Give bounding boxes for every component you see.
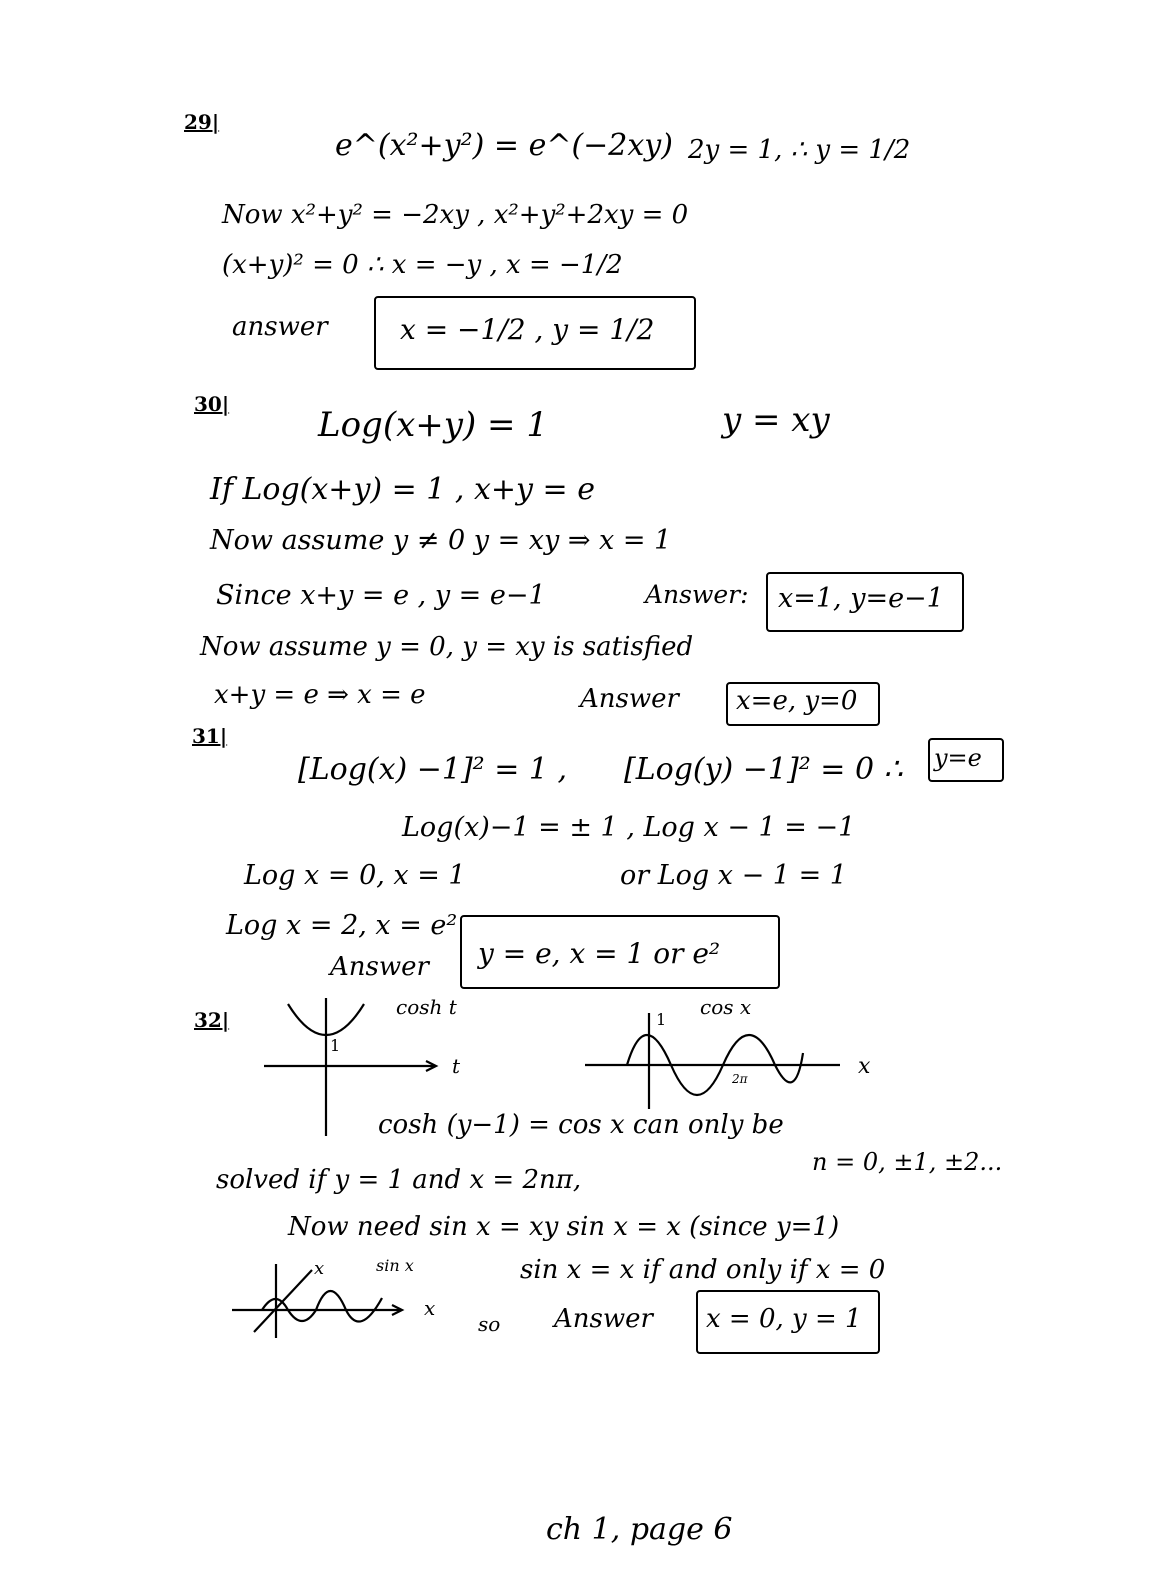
sin-graph-axis-label: x xyxy=(424,1296,436,1320)
p32-line-4: sin x = x if and only if x = 0 xyxy=(520,1255,886,1285)
p29-line-2: Now x²+y² = −2xy , x²+y²+2xy = 0 xyxy=(222,200,689,230)
problem-number-30: 30| xyxy=(194,392,230,416)
p30-equation: Log(x+y) = 1 xyxy=(318,405,548,445)
p30-line-3: Now assume y ≠ 0 y = xy ⇒ x = 1 xyxy=(210,525,672,556)
sin-curve xyxy=(262,1291,382,1322)
cos-graph xyxy=(585,1005,855,1115)
sin-graph-x-label: x xyxy=(314,1258,325,1279)
sin-graph-sin-label: sin x xyxy=(376,1256,414,1275)
p31-answer: y = e, x = 1 or e² xyxy=(478,937,721,970)
cos-graph-axis-label: x xyxy=(858,1054,871,1079)
p31-equation-b: [Log(y) −1]² = 0 ∴ xyxy=(624,752,903,787)
line-y-equals-x xyxy=(254,1270,312,1332)
p29-answer: x = −1/2 , y = 1/2 xyxy=(400,313,655,346)
p32-answer-label: Answer xyxy=(554,1304,653,1334)
p31-line-4: Log x = 2, x = e² xyxy=(226,910,458,941)
cos-graph-tick: 2π xyxy=(732,1072,748,1086)
page-footer: ch 1, page 6 xyxy=(546,1512,733,1547)
p30-line-6: x+y = e ⇒ x = e xyxy=(214,680,426,710)
p30-answer-1: x=1, y=e−1 xyxy=(778,583,944,614)
p31-answer-label: Answer xyxy=(330,952,429,982)
p32-line-3: Now need sin x = xy sin x = x (since y=1) xyxy=(288,1212,840,1242)
p32-line-1: cosh (y−1) = cos x can only be xyxy=(378,1110,784,1140)
cos-graph-one: 1 xyxy=(656,1010,667,1029)
problem-number-32: 32| xyxy=(194,1008,230,1032)
p29-line-3: (x+y)² = 0 ∴ x = −y , x = −1/2 xyxy=(222,250,623,280)
problem-number-31: 31| xyxy=(192,724,228,748)
p30-answer-label-1: Answer: xyxy=(645,580,749,609)
p31-line-3: Log x = 0, x = 1 xyxy=(244,860,466,891)
p31-line-3b: or Log x − 1 = 1 xyxy=(620,860,847,891)
p32-answer: x = 0, y = 1 xyxy=(706,1304,862,1334)
cosh-graph-label: cosh t xyxy=(396,995,457,1019)
p31-line-2: Log(x)−1 = ± 1 , Log x − 1 = −1 xyxy=(402,812,856,843)
p30-equation-b: y = xy xyxy=(722,400,830,440)
p30-answer-2: x=e, y=0 xyxy=(736,686,858,716)
cosh-graph-axis-label: t xyxy=(452,1054,461,1078)
p30-answer-label-2: Answer xyxy=(580,684,679,714)
p31-answer-y: y=e xyxy=(934,744,982,772)
p31-equation: [Log(x) −1]² = 1 , xyxy=(298,752,568,787)
p32-so: so xyxy=(478,1312,501,1336)
problem-number-29: 29| xyxy=(184,110,220,134)
p29-answer-label: answer xyxy=(232,312,328,342)
p32-line-2b: n = 0, ±1, ±2... xyxy=(812,1148,1003,1176)
cos-graph-label: cos x xyxy=(700,995,752,1019)
p29-equation-b: 2y = 1, ∴ y = 1/2 xyxy=(688,135,911,165)
p30-line-4: Since x+y = e , y = e−1 xyxy=(216,580,546,611)
p30-line-2: If Log(x+y) = 1 , x+y = e xyxy=(210,472,595,507)
p32-line-2: solved if y = 1 and x = 2nπ, xyxy=(216,1165,582,1195)
p30-line-5: Now assume y = 0, y = xy is satisfied xyxy=(200,632,694,662)
p29-equation: e^(x²+y²) = e^(−2xy) xyxy=(335,128,673,163)
cosh-graph-one: 1 xyxy=(330,1036,341,1055)
